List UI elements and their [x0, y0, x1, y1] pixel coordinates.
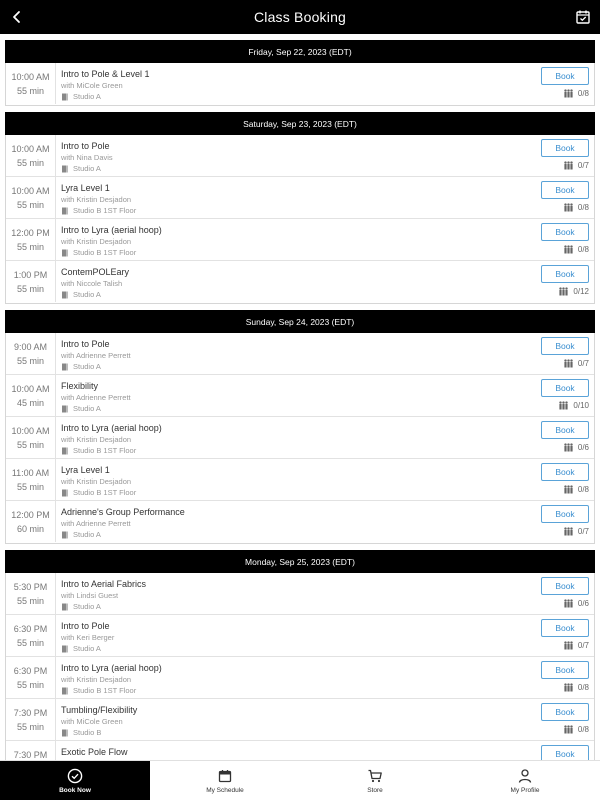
people-icon — [563, 443, 574, 452]
class-duration: 55 min — [16, 680, 44, 690]
class-studio — [61, 445, 514, 456]
class-studio — [61, 529, 514, 540]
book-button[interactable]: Book — [541, 577, 589, 595]
class-row[interactable] — [6, 135, 594, 177]
class-time: 12:00 PM — [11, 510, 50, 520]
spots-count: 0/8 — [577, 725, 589, 734]
tab-store[interactable] — [300, 761, 450, 800]
studio-label: Studio A — [73, 92, 101, 101]
door-icon — [61, 645, 69, 653]
tab-my-profile[interactable] — [450, 761, 600, 800]
class-name: Lyra Level 1 — [61, 183, 110, 193]
class-time-cell — [6, 375, 56, 416]
tab-my-schedule[interactable] — [150, 761, 300, 800]
class-instructor: with Niccole Talish — [61, 279, 123, 288]
door-icon — [61, 531, 69, 539]
class-duration: 55 min — [16, 158, 44, 168]
day-class-list — [5, 573, 595, 784]
class-name: Flexibility — [61, 381, 99, 391]
door-icon — [61, 405, 69, 413]
class-name: Tumbling/Flexibility — [61, 705, 138, 715]
door-icon — [61, 447, 69, 455]
day-section — [5, 40, 595, 106]
spots-indicator — [563, 599, 589, 608]
day-class-list — [5, 63, 595, 106]
class-name: Intro to Lyra (aerial hoop) — [61, 225, 162, 235]
class-time: 12:00 PM — [11, 228, 50, 238]
spots-count: 0/8 — [577, 89, 589, 98]
class-time-cell — [6, 657, 56, 698]
spots-indicator — [563, 725, 589, 734]
door-icon — [61, 291, 69, 299]
class-info — [61, 621, 514, 654]
class-time: 6:30 PM — [13, 624, 48, 634]
tab-label: My Profile — [510, 786, 540, 794]
class-time-cell — [6, 135, 56, 176]
people-icon — [563, 161, 574, 170]
people-icon — [563, 683, 574, 692]
day-header: Monday, Sep 25, 2023 (EDT) — [5, 550, 595, 573]
book-button[interactable]: Book — [541, 745, 589, 763]
book-button[interactable]: Book — [541, 463, 589, 481]
spots-indicator — [558, 401, 589, 410]
people-icon — [558, 287, 569, 296]
class-time-cell — [6, 459, 56, 500]
class-row[interactable] — [6, 177, 594, 219]
studio-label: Studio A — [73, 530, 101, 539]
door-icon — [61, 207, 69, 215]
class-name: Lyra Level 1 — [61, 465, 110, 475]
class-studio — [61, 247, 514, 258]
book-button[interactable]: Book — [541, 139, 589, 157]
class-studio — [61, 163, 514, 174]
class-instructor: with Adrienne Perrett — [61, 519, 131, 528]
spots-count: 0/8 — [577, 485, 589, 494]
studio-label: Studio B 1ST Floor — [73, 446, 137, 455]
door-icon — [61, 489, 69, 497]
class-time: 10:00 AM — [11, 72, 50, 82]
book-button[interactable]: Book — [541, 265, 589, 283]
class-time: 11:00 AM — [11, 468, 50, 478]
class-studio — [61, 91, 514, 102]
people-icon — [563, 599, 574, 608]
class-name: Exotic Pole Flow — [61, 747, 128, 757]
class-time: 1:00 PM — [13, 270, 48, 280]
class-time-cell — [6, 261, 56, 302]
class-list[interactable] — [0, 34, 600, 760]
book-button[interactable]: Book — [541, 337, 589, 355]
class-instructor: with Kristin Desjadon — [61, 237, 132, 246]
class-instructor: with Adrienne Perrett — [61, 351, 131, 360]
class-instructor: with Keri Berger — [61, 633, 115, 642]
tab-label: Store — [367, 786, 383, 794]
people-icon — [563, 527, 574, 536]
class-time-cell — [6, 501, 56, 542]
class-name: Intro to Pole — [61, 339, 110, 349]
calendar-icon — [217, 768, 233, 784]
spots-count: 0/10 — [573, 401, 589, 410]
class-instructor: with Kristin Desjadon — [61, 675, 132, 684]
spots-indicator — [563, 527, 589, 536]
class-info — [61, 579, 514, 612]
book-button[interactable]: Book — [541, 181, 589, 199]
class-name: Adrienne's Group Performance — [61, 507, 185, 517]
class-studio — [61, 361, 514, 372]
class-time-cell — [6, 417, 56, 458]
day-class-list — [5, 135, 595, 304]
class-row[interactable] — [6, 501, 594, 543]
book-button[interactable]: Book — [541, 505, 589, 523]
class-name: ContemPOLEary — [61, 267, 130, 277]
class-time-cell — [6, 333, 56, 374]
bottom-nav — [0, 760, 600, 800]
class-studio — [61, 205, 514, 216]
people-icon — [563, 89, 574, 98]
class-studio — [61, 289, 514, 300]
book-button[interactable]: Book — [541, 379, 589, 397]
class-instructor: with MiCole Green — [61, 717, 123, 726]
class-row[interactable] — [6, 657, 594, 699]
class-name: Intro to Lyra (aerial hoop) — [61, 663, 162, 673]
class-name: Intro to Aerial Fabrics — [61, 579, 147, 589]
spots-indicator — [563, 203, 589, 212]
class-studio — [61, 487, 514, 498]
class-instructor: with Kristin Desjadon — [61, 435, 132, 444]
class-time: 10:00 AM — [11, 426, 50, 436]
door-icon — [61, 363, 69, 371]
class-info — [61, 267, 514, 300]
people-icon — [563, 485, 574, 494]
people-icon — [558, 401, 569, 410]
class-duration: 55 min — [16, 596, 44, 606]
class-info — [61, 381, 514, 414]
spots-indicator — [563, 443, 589, 452]
studio-label: Studio B 1ST Floor — [73, 248, 137, 257]
class-time-cell — [6, 699, 56, 740]
spots-indicator — [563, 245, 589, 254]
people-icon — [563, 641, 574, 650]
day-section — [5, 310, 595, 544]
calendar-check-icon — [575, 9, 591, 25]
spots-indicator — [563, 161, 589, 170]
tab-label: Book Now — [59, 786, 91, 794]
class-duration: 55 min — [16, 440, 44, 450]
class-info — [61, 141, 514, 174]
class-info — [61, 507, 514, 540]
tab-label: My Schedule — [206, 786, 244, 794]
spots-count: 0/12 — [573, 287, 589, 296]
book-button[interactable]: Book — [541, 67, 589, 85]
class-instructor: with Nina Davis — [61, 153, 113, 162]
class-time: 10:00 AM — [11, 384, 50, 394]
class-time-cell — [6, 219, 56, 260]
book-button[interactable]: Book — [541, 703, 589, 721]
class-info — [61, 183, 514, 216]
class-time: 9:00 AM — [13, 342, 48, 352]
class-studio — [61, 403, 514, 414]
class-time: 10:00 AM — [11, 144, 50, 154]
class-row[interactable] — [6, 417, 594, 459]
class-time: 5:30 PM — [13, 582, 48, 592]
spots-count: 0/8 — [577, 203, 589, 212]
class-duration: 55 min — [16, 242, 44, 252]
people-icon — [563, 245, 574, 254]
people-icon — [563, 203, 574, 212]
class-duration: 55 min — [16, 482, 44, 492]
class-duration: 55 min — [16, 356, 44, 366]
day-class-list — [5, 333, 595, 544]
class-duration: 55 min — [16, 284, 44, 294]
class-time-cell — [6, 177, 56, 218]
studio-label: Studio B 1ST Floor — [73, 686, 137, 695]
studio-label: Studio A — [73, 164, 101, 173]
class-studio — [61, 643, 514, 654]
check-circle-icon — [67, 768, 83, 784]
class-time: 7:30 PM — [13, 708, 48, 718]
book-button[interactable]: Book — [541, 619, 589, 637]
book-button[interactable]: Book — [541, 421, 589, 439]
class-studio — [61, 685, 514, 696]
person-icon — [517, 768, 533, 784]
spots-count: 0/8 — [577, 683, 589, 692]
class-duration: 55 min — [16, 638, 44, 648]
class-time-cell — [6, 615, 56, 656]
class-info — [61, 339, 514, 372]
class-time-cell — [6, 573, 56, 614]
cart-icon — [367, 768, 383, 784]
spots-count: 0/7 — [577, 161, 589, 170]
door-icon — [61, 729, 69, 737]
day-header: Sunday, Sep 24, 2023 (EDT) — [5, 310, 595, 333]
class-name: Intro to Pole — [61, 141, 110, 151]
class-instructor: with Kristin Desjadon — [61, 477, 132, 486]
spots-indicator — [563, 89, 589, 98]
class-duration: 55 min — [16, 722, 44, 732]
spots-count: 0/8 — [577, 245, 589, 254]
top-bar — [0, 0, 600, 34]
class-duration: 55 min — [16, 86, 44, 96]
tab-book-now[interactable] — [0, 761, 150, 800]
class-instructor: with Adrienne Perrett — [61, 393, 131, 402]
class-row[interactable] — [6, 699, 594, 741]
class-name: Intro to Lyra (aerial hoop) — [61, 423, 162, 433]
studio-label: Studio A — [73, 602, 101, 611]
spots-count: 0/6 — [577, 443, 589, 452]
class-time-cell — [6, 63, 56, 104]
class-row[interactable] — [6, 573, 594, 615]
studio-label: Studio A — [73, 644, 101, 653]
day-section — [5, 550, 595, 784]
spots-count: 0/7 — [577, 641, 589, 650]
spots-indicator — [558, 287, 589, 296]
spots-count: 0/7 — [577, 527, 589, 536]
class-instructor: with MiCole Green — [61, 81, 123, 90]
book-button[interactable]: Book — [541, 223, 589, 241]
people-icon — [563, 359, 574, 368]
page-title: Class Booking — [253, 9, 347, 25]
studio-label: Studio B 1ST Floor — [73, 488, 137, 497]
class-time: 6:30 PM — [13, 666, 48, 676]
class-row[interactable] — [6, 63, 594, 105]
class-info — [61, 465, 514, 498]
class-instructor: with Lindsi Guest — [61, 591, 119, 600]
day-header: Friday, Sep 22, 2023 (EDT) — [5, 40, 595, 63]
studio-label: Studio A — [73, 404, 101, 413]
chevron-left-icon — [10, 10, 24, 24]
class-duration: 45 min — [16, 398, 44, 408]
spots-indicator — [563, 641, 589, 650]
class-info — [61, 69, 514, 102]
spots-indicator — [563, 683, 589, 692]
class-row[interactable] — [6, 615, 594, 657]
class-info — [61, 423, 514, 456]
class-row[interactable] — [6, 261, 594, 303]
door-icon — [61, 93, 69, 101]
class-instructor: with Kristin Desjadon — [61, 195, 132, 204]
back-button[interactable] — [6, 6, 28, 28]
class-studio — [61, 727, 514, 738]
class-duration: 60 min — [16, 524, 44, 534]
door-icon — [61, 249, 69, 257]
spots-count: 0/7 — [577, 359, 589, 368]
studio-label: Studio A — [73, 362, 101, 371]
class-info — [61, 705, 514, 738]
calendar-button[interactable] — [572, 6, 594, 28]
spots-indicator — [563, 485, 589, 494]
studio-label: Studio B — [73, 728, 102, 737]
door-icon — [61, 165, 69, 173]
spots-count: 0/6 — [577, 599, 589, 608]
day-header: Saturday, Sep 23, 2023 (EDT) — [5, 112, 595, 135]
studio-label: Studio A — [73, 290, 101, 299]
door-icon — [61, 687, 69, 695]
class-name: Intro to Pole — [61, 621, 110, 631]
class-row[interactable] — [6, 219, 594, 261]
class-studio — [61, 601, 514, 612]
spots-indicator — [563, 359, 589, 368]
book-button[interactable]: Book — [541, 661, 589, 679]
class-info — [61, 225, 514, 258]
class-row[interactable] — [6, 375, 594, 417]
class-time: 10:00 AM — [11, 186, 50, 196]
class-row[interactable] — [6, 459, 594, 501]
class-info — [61, 663, 514, 696]
class-name: Intro to Pole & Level 1 — [61, 69, 150, 79]
class-duration: 55 min — [16, 200, 44, 210]
studio-label: Studio B 1ST Floor — [73, 206, 137, 215]
door-icon — [61, 603, 69, 611]
day-section — [5, 112, 595, 304]
class-row[interactable] — [6, 333, 594, 375]
people-icon — [563, 725, 574, 734]
class-time: 7:30 PM — [13, 750, 48, 760]
